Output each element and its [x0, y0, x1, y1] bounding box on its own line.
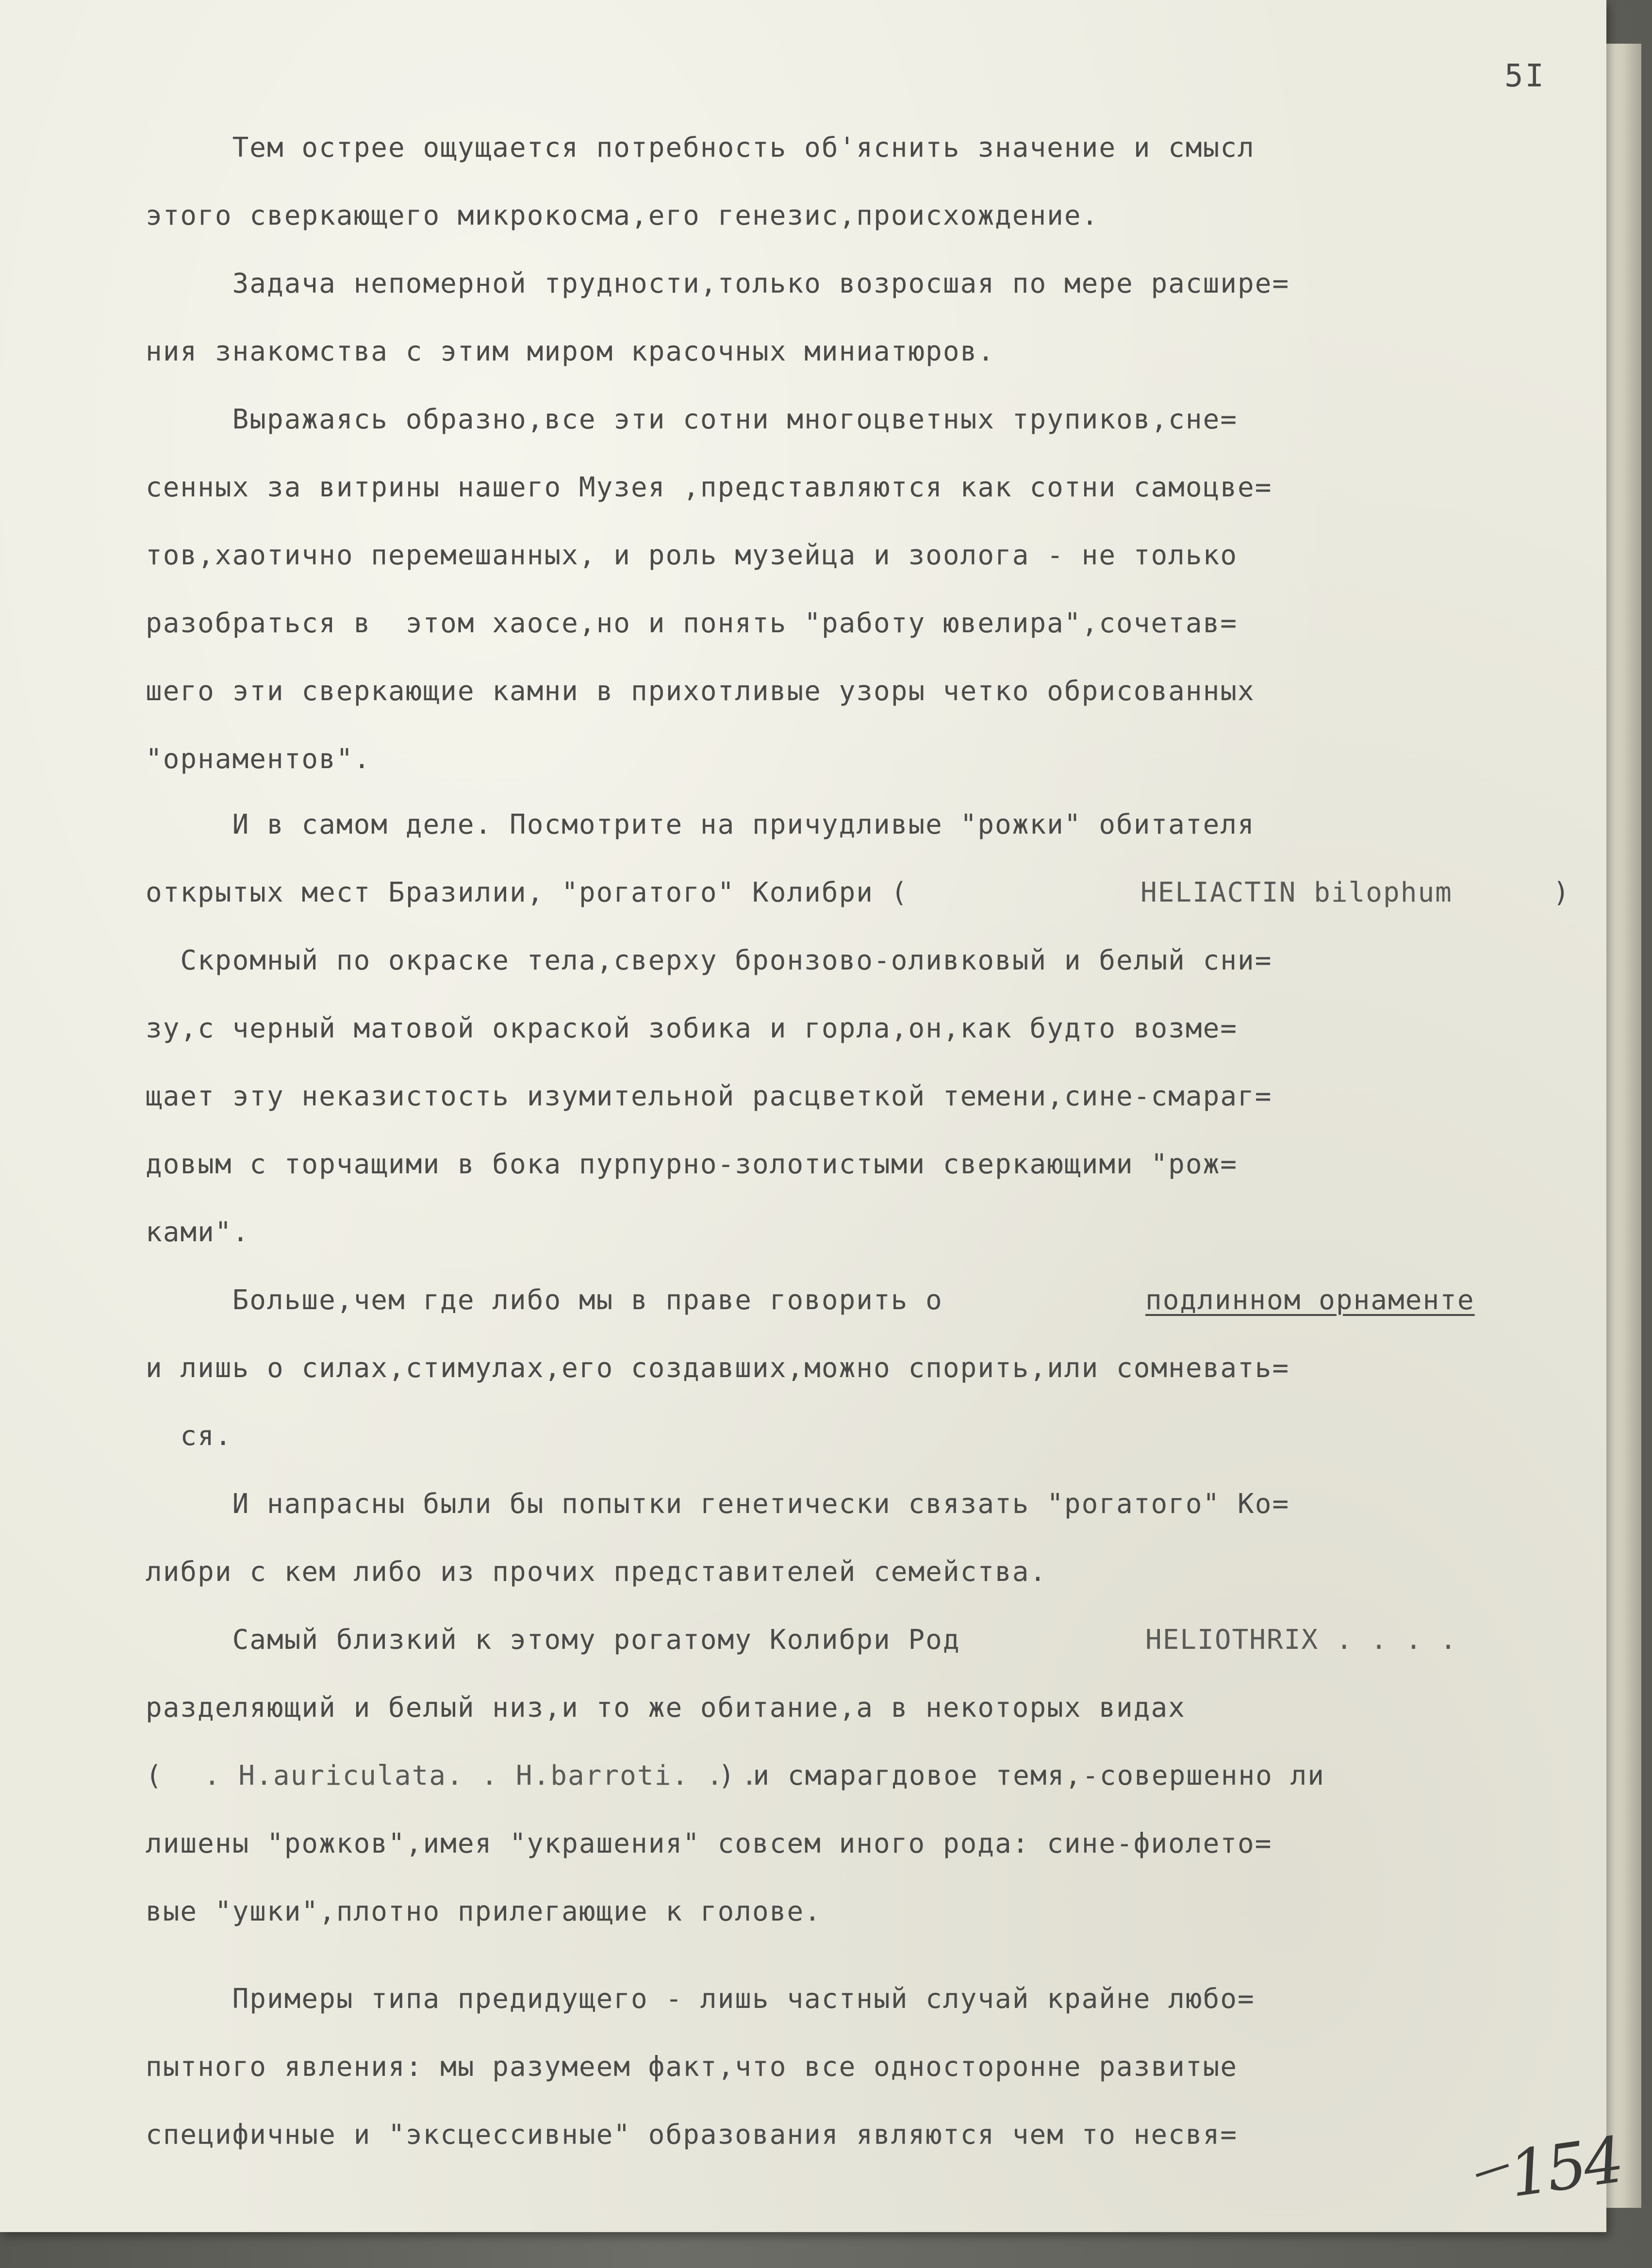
species-line-tail: ) и смарагдовое темя,-совершенно ли — [718, 1760, 1325, 1791]
page-number: 5I — [1504, 58, 1546, 94]
text-line: И в самом деле. Посмотрите на причудливые "рожки" обитателя — [146, 809, 1255, 840]
text-line: либри с кем либо из прочих представителей семейства. — [146, 1556, 1047, 1588]
text-line: ния знакомства с этим миром красочных миниатюров. — [146, 336, 995, 367]
handwritten-folio-number: 154 — [1504, 2122, 1626, 2212]
text-line: разобраться в этом хаосе,но и понять "работу ювелира",сочетав= — [146, 608, 1238, 639]
text-line: Тем острее ощущается потребность об'яснить значение и смысл — [146, 132, 1255, 164]
species-names: . H.auriculata. . H.barroti. . . — [204, 1760, 759, 1791]
text-line: ( — [146, 1760, 163, 1791]
text-line: Выражаясь образно,все эти сотни многоцветных трупиков,сне= — [146, 404, 1238, 435]
text-line: щает эту неказистость изумительной расцветкой темени,сине-смараг= — [146, 1081, 1272, 1112]
genus-name-heliothrix: HELIOTHRIX . . . . — [1145, 1624, 1457, 1656]
text-line: зу,с черный матовой окраской зобика и горла,он,как будто возме= — [146, 1013, 1238, 1044]
text-line: и лишь о силах,стимулах,его создавших,можно спорить,или сомневать= — [146, 1352, 1290, 1384]
text-line: довым с торчащими в бока пурпурно-золотистыми сверкающими "рож= — [146, 1149, 1238, 1180]
text-line: Примеры типа предидущего - лишь частный случай крайне любо= — [146, 1983, 1255, 2015]
text-line: специфичные и "эксцессивные" образования являются чем то несвя= — [146, 2119, 1238, 2151]
text-line: И напрасны были бы попытки генетически связать "рогатого" Ко= — [146, 1488, 1290, 1520]
text-line: Самый близкий к этому рогатому Колибри Род — [146, 1624, 978, 1656]
text-line: открытых мест Бразилии, "рогатого" Колибри ( — [146, 877, 909, 908]
text-line: Больше,чем где либо мы в праве говорить о — [146, 1284, 960, 1316]
text-line: ками". — [146, 1216, 250, 1248]
text-line: этого сверкающего микрокосма,его генезис,происхождение. — [146, 200, 1099, 231]
text-line: ся. — [146, 1420, 232, 1452]
text-line: пытного явления: мы разумеем факт,что все односторонне развитые — [146, 2051, 1238, 2083]
text-line: шего эти сверкающие камни в прихотливые узоры четко обрисованных — [146, 675, 1255, 707]
text-line: лишены "рожков",имея "украшения" совсем иного рода: сине-фиолето= — [146, 1828, 1272, 1859]
underlined-phrase: подлинном орнаменте — [1145, 1284, 1475, 1316]
text-line: "орнаментов". — [146, 743, 371, 775]
text-line: Задача непомерной трудности,только возросшая по мере расшире= — [146, 268, 1290, 299]
text-line: сенных за витрины нашего Музея ,представляются как сотни самоцве= — [146, 472, 1272, 503]
latin-name-heliactin: HELIACTIN bilophum — [1140, 877, 1453, 908]
text-line: Скромный по окраске тела,сверху бронзово-оливковый и белый сни= — [146, 945, 1272, 976]
text-line: тов,хаотично перемешанных, и роль музейца и зоолога - не только — [146, 540, 1238, 571]
text-line: вые "ушки",плотно прилегающие к голове. — [146, 1896, 822, 1927]
closing-parenthesis: ) — [1553, 877, 1570, 908]
text-line: разделяющий и белый низ,и то же обитание,а в некоторых видах — [146, 1692, 1186, 1724]
